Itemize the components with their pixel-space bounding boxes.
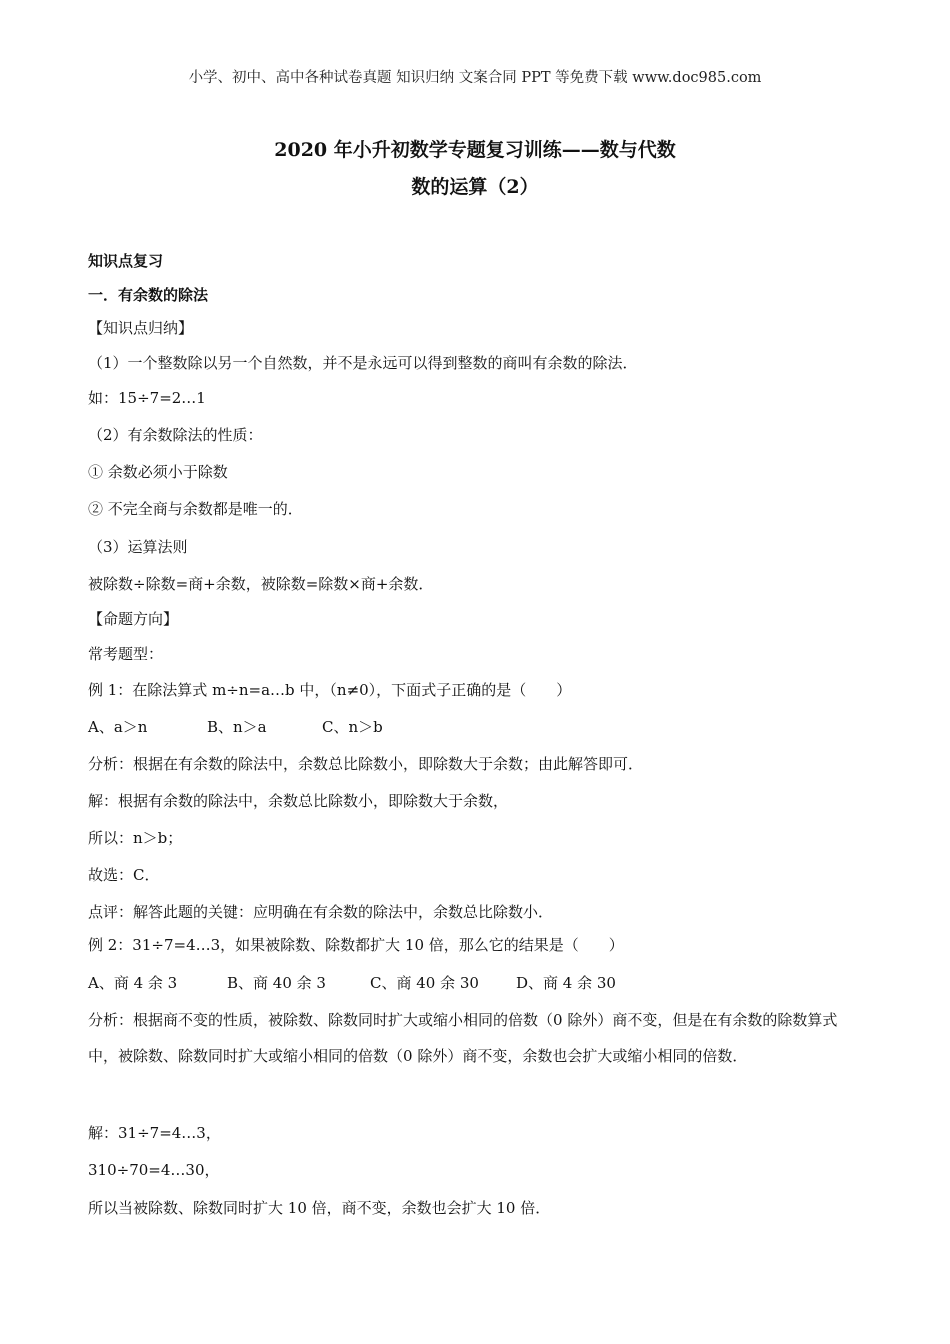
example-2-option-c: C、商 40 余 30 [370, 974, 479, 992]
example-2-option-d: D、商 4 余 30 [516, 974, 616, 992]
example-1-solution: 解：根据有余数的除法中，余数总比除数小，即除数大于余数， [88, 792, 509, 810]
common-types: 常考题型： [88, 645, 164, 663]
subsection-heading: 一．有余数的除法 [88, 286, 209, 304]
property-b: ② 不完全商与余数都是唯一的． [88, 500, 303, 518]
example-2-options [88, 972, 616, 993]
example-1-options [88, 716, 383, 737]
knowledge-point-1: （1）一个整数除以另一个自然数，并不是永远可以得到整数的商叫有余数的除法． [88, 354, 638, 372]
example-2-conclusion: 所以当被除数、除数同时扩大 10 倍，商不变，余数也会扩大 10 倍． [88, 1199, 551, 1217]
operation-rule: 被除数÷除数=商+余数，被除数=除数×商+余数． [88, 575, 434, 593]
example-2-analysis: 分析：根据商不变的性质，被除数、除数同时扩大或缩小相同的倍数（0 除外）商不变，但是在有余数的除数算式中，被除数、除数同时扩大或缩小相同的倍数（0 除外）商不变，余数也会扩大或缩小相同的倍数． [88, 1011, 838, 1065]
example-2-option-a: A、商 4 余 3 [88, 974, 178, 992]
site-header: 小学、初中、高中各种试卷真题 知识归纳 文案合同 PPT 等免费下载 www.doc985.com [188, 70, 762, 86]
document-title: 2020 年小升初数学专题复习训练——数与代数 [274, 139, 676, 161]
knowledge-tag: 【知识点归纳】 [88, 319, 194, 337]
direction-tag: 【命题方向】 [88, 610, 179, 628]
knowledge-point-3: （3）运算法则 [88, 538, 188, 556]
knowledge-point-2: （2）有余数除法的性质： [88, 426, 263, 444]
section-heading: 知识点复习 [88, 252, 164, 270]
example-1-question: 例 1：在除法算式 m÷n=a…b 中，（n≠0），下面式子正确的是（ ） [88, 681, 572, 699]
example-1-comment: 点评：解答此题的关键：应明确在有余数的除法中，余数总比除数小． [88, 903, 554, 921]
example-2-solution: 解：31÷7=4…3， [88, 1124, 221, 1142]
example-2-step: 310÷70=4…30， [88, 1161, 220, 1179]
example-2-question: 例 2：31÷7=4…3，如果被除数、除数都扩大 10 倍，那么它的结果是（ ） [88, 936, 624, 954]
example-1-option-b: B、n＞a [207, 718, 267, 736]
example-1-option-a: A、a＞n [88, 718, 148, 736]
example-1-choice: 故选：C． [88, 866, 160, 884]
example-1-therefore: 所以：n＞b； [88, 829, 183, 847]
example-1-option-c: C、n＞b [322, 718, 383, 736]
knowledge-example: 如：15÷7=2…1 [88, 389, 206, 407]
document-subtitle: 数的运算（2） [411, 176, 539, 198]
example-2-option-b: B、商 40 余 3 [227, 974, 326, 992]
property-a: ① 余数必须小于除数 [88, 463, 228, 481]
example-1-analysis: 分析：根据在有余数的除法中，余数总比除数小，即除数大于余数；由此解答即可． [88, 755, 644, 773]
